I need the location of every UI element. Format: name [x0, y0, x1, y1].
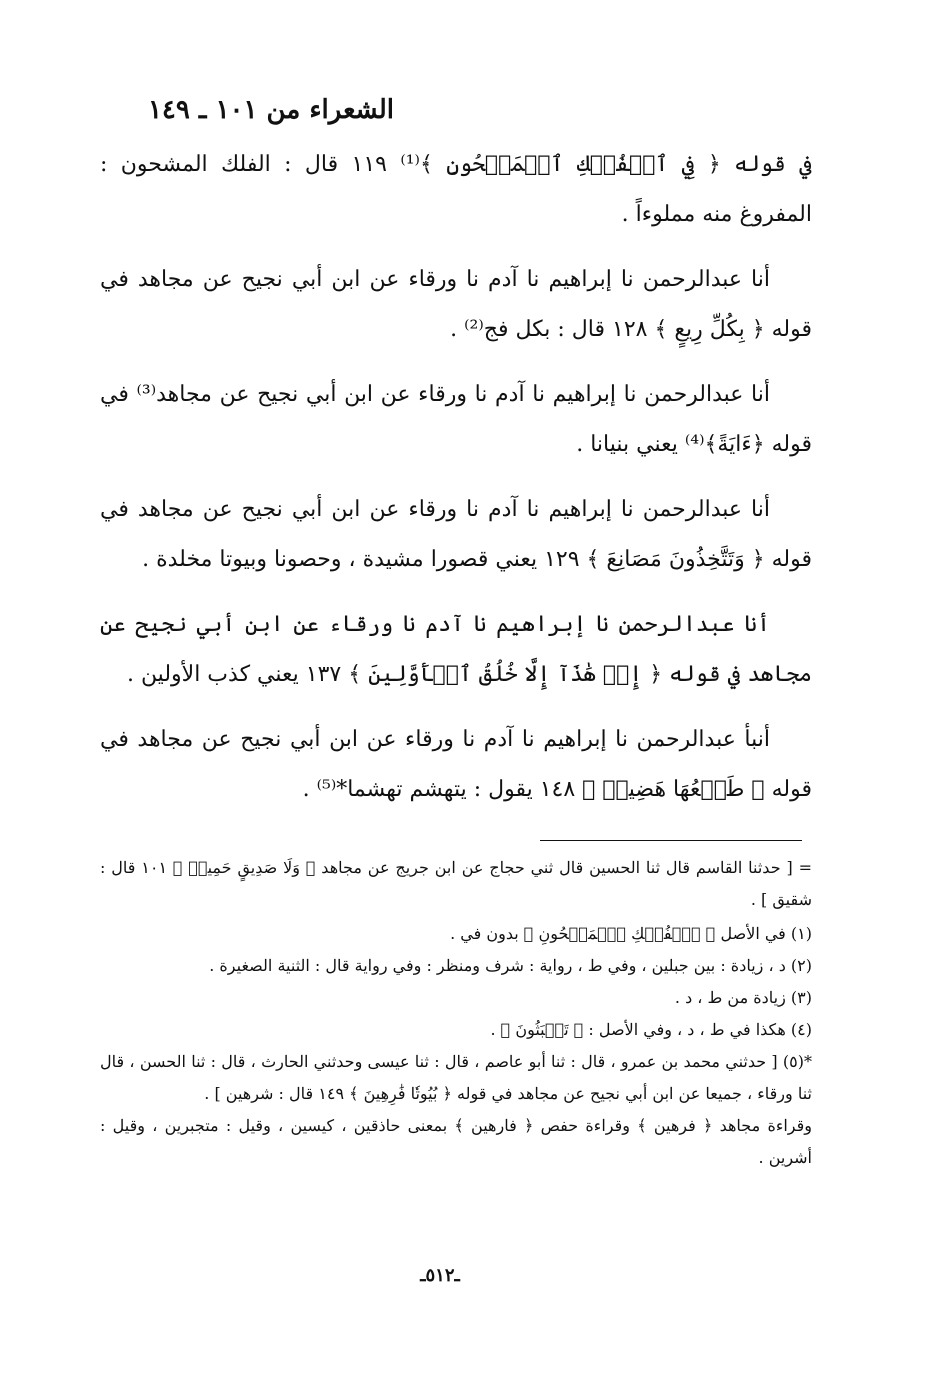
- paragraph-3: أنا عبدالرحمن نا إبراهيم نا آدم نا ورقاء عن ابن أبي نجيح عن مجاهد⁽³⁾ في قوله ﴿ءَايَةً﴾⁽⁴⁾ يعني بنيانا .: [100, 382, 812, 457]
- footnote-2: (٢) د ، زيادة : بين جبلين ، وفي ط ، رواية : شرف ومنظر : وفي رواية قال : الثنية الصغيرة .: [209, 956, 812, 975]
- footnote-4: (٤) هكذا في ط ، د ، وفي الأصل : ﴿ تَعۡبَثُونَ ﴾ .: [490, 1020, 812, 1039]
- page-header-title: الشعراء من ١٠١ ـ ١٤٩: [147, 95, 394, 125]
- main-text: [100, 140, 812, 830]
- footnote-3: (٣) زيادة من ط ، د .: [674, 988, 812, 1007]
- paragraph-4: أنا عبدالرحمن نا إبراهيم نا آدم نا ورقاء عن ابن أبي نجيح عن مجاهد في قوله ﴿ وَتَتَّخِذُونَ مَصَانِعَ ﴾ ١٢٩ يعني قصورا مشيدة ، وحصونا وبيوتا مخلدة .: [100, 497, 812, 572]
- footnote-divider: [540, 840, 802, 841]
- paragraph-2: أنا عبدالرحمن نا إبراهيم نا آدم نا ورقاء عن ابن أبي نجيح عن مجاهد في قوله ﴿ بِكُلِّ رِيعٍ ﴾ ١٢٨ قال : بكل فج⁽²⁾ .: [100, 267, 812, 342]
- footnote-5-addendum: وقراءة مجاهد ﴿ فرهين ﴾ وقراءة حفص ﴿ فارهين ﴾ بمعنى حاذقين ، كيسين ، وقيل : متجبرين ، وقيل : أشرين .: [100, 1116, 812, 1167]
- footnote-continuation: = [ حدثنا القاسم قال ثنا الحسين قال ثني حجاج عن ابن جريج عن مجاهد ﴿ وَلَا صَدِيقٍ حَمِيمٖ ﴾ ١٠١ قال : شقيق ] .: [100, 858, 812, 909]
- footnote-1: (١) في الأصل ﴿ ٱلۡفُلۡكِ ٱلۡمَشۡحُونِ ﴾ بدون في .: [450, 924, 812, 943]
- paragraph-6: أنبأ عبدالرحمن نا إبراهيم نا آدم نا ورقاء عن ابن أبي نجيح عن مجاهد في قوله ﴿ طَلۡعُهَا هَضِيمٞ ﴾ ١٤٨ يقول : يتهشم تهشما*⁽⁵⁾ .: [100, 727, 812, 802]
- footnote-5: *(٥) [ حدثني محمد بن عمرو ، قال : ثنا أبو عاصم ، قال : ثنا عيسى وحدثني الحارث ، قال : ثنا الحسن ، قال ثنا ورقاء ، جميعا عن ابن أبي نجيح عن مجاهد في قوله ﴿ بُيُوتٗا فَٰرِهِينَ ﴾ ١٤٩ قال : شرهين ] .: [100, 1052, 812, 1103]
- paragraph-5: أنا عبدالرحمن نا إبراهيم نا آدم نا ورقاء عن ابن أبي نجيح عن مجاهد في قوله ﴿ إِنۡ هَٰذَآ إِلَّا خُلُقُ ٱلۡأَوَّلِينَ ﴾ ١٣٧ يعني كذب الأولين .: [100, 612, 812, 687]
- paragraph-1: في قوله ﴿ فِي ٱلۡفُلۡكِ ٱلۡمَشۡحُونِ ﴾⁽¹⁾ ١١٩ قال : الفلك المشحون : المفروغ منه مملوءاً .: [100, 152, 812, 227]
- footnotes: [100, 852, 812, 1174]
- page-number: ـ٥١٢ـ: [420, 1265, 460, 1286]
